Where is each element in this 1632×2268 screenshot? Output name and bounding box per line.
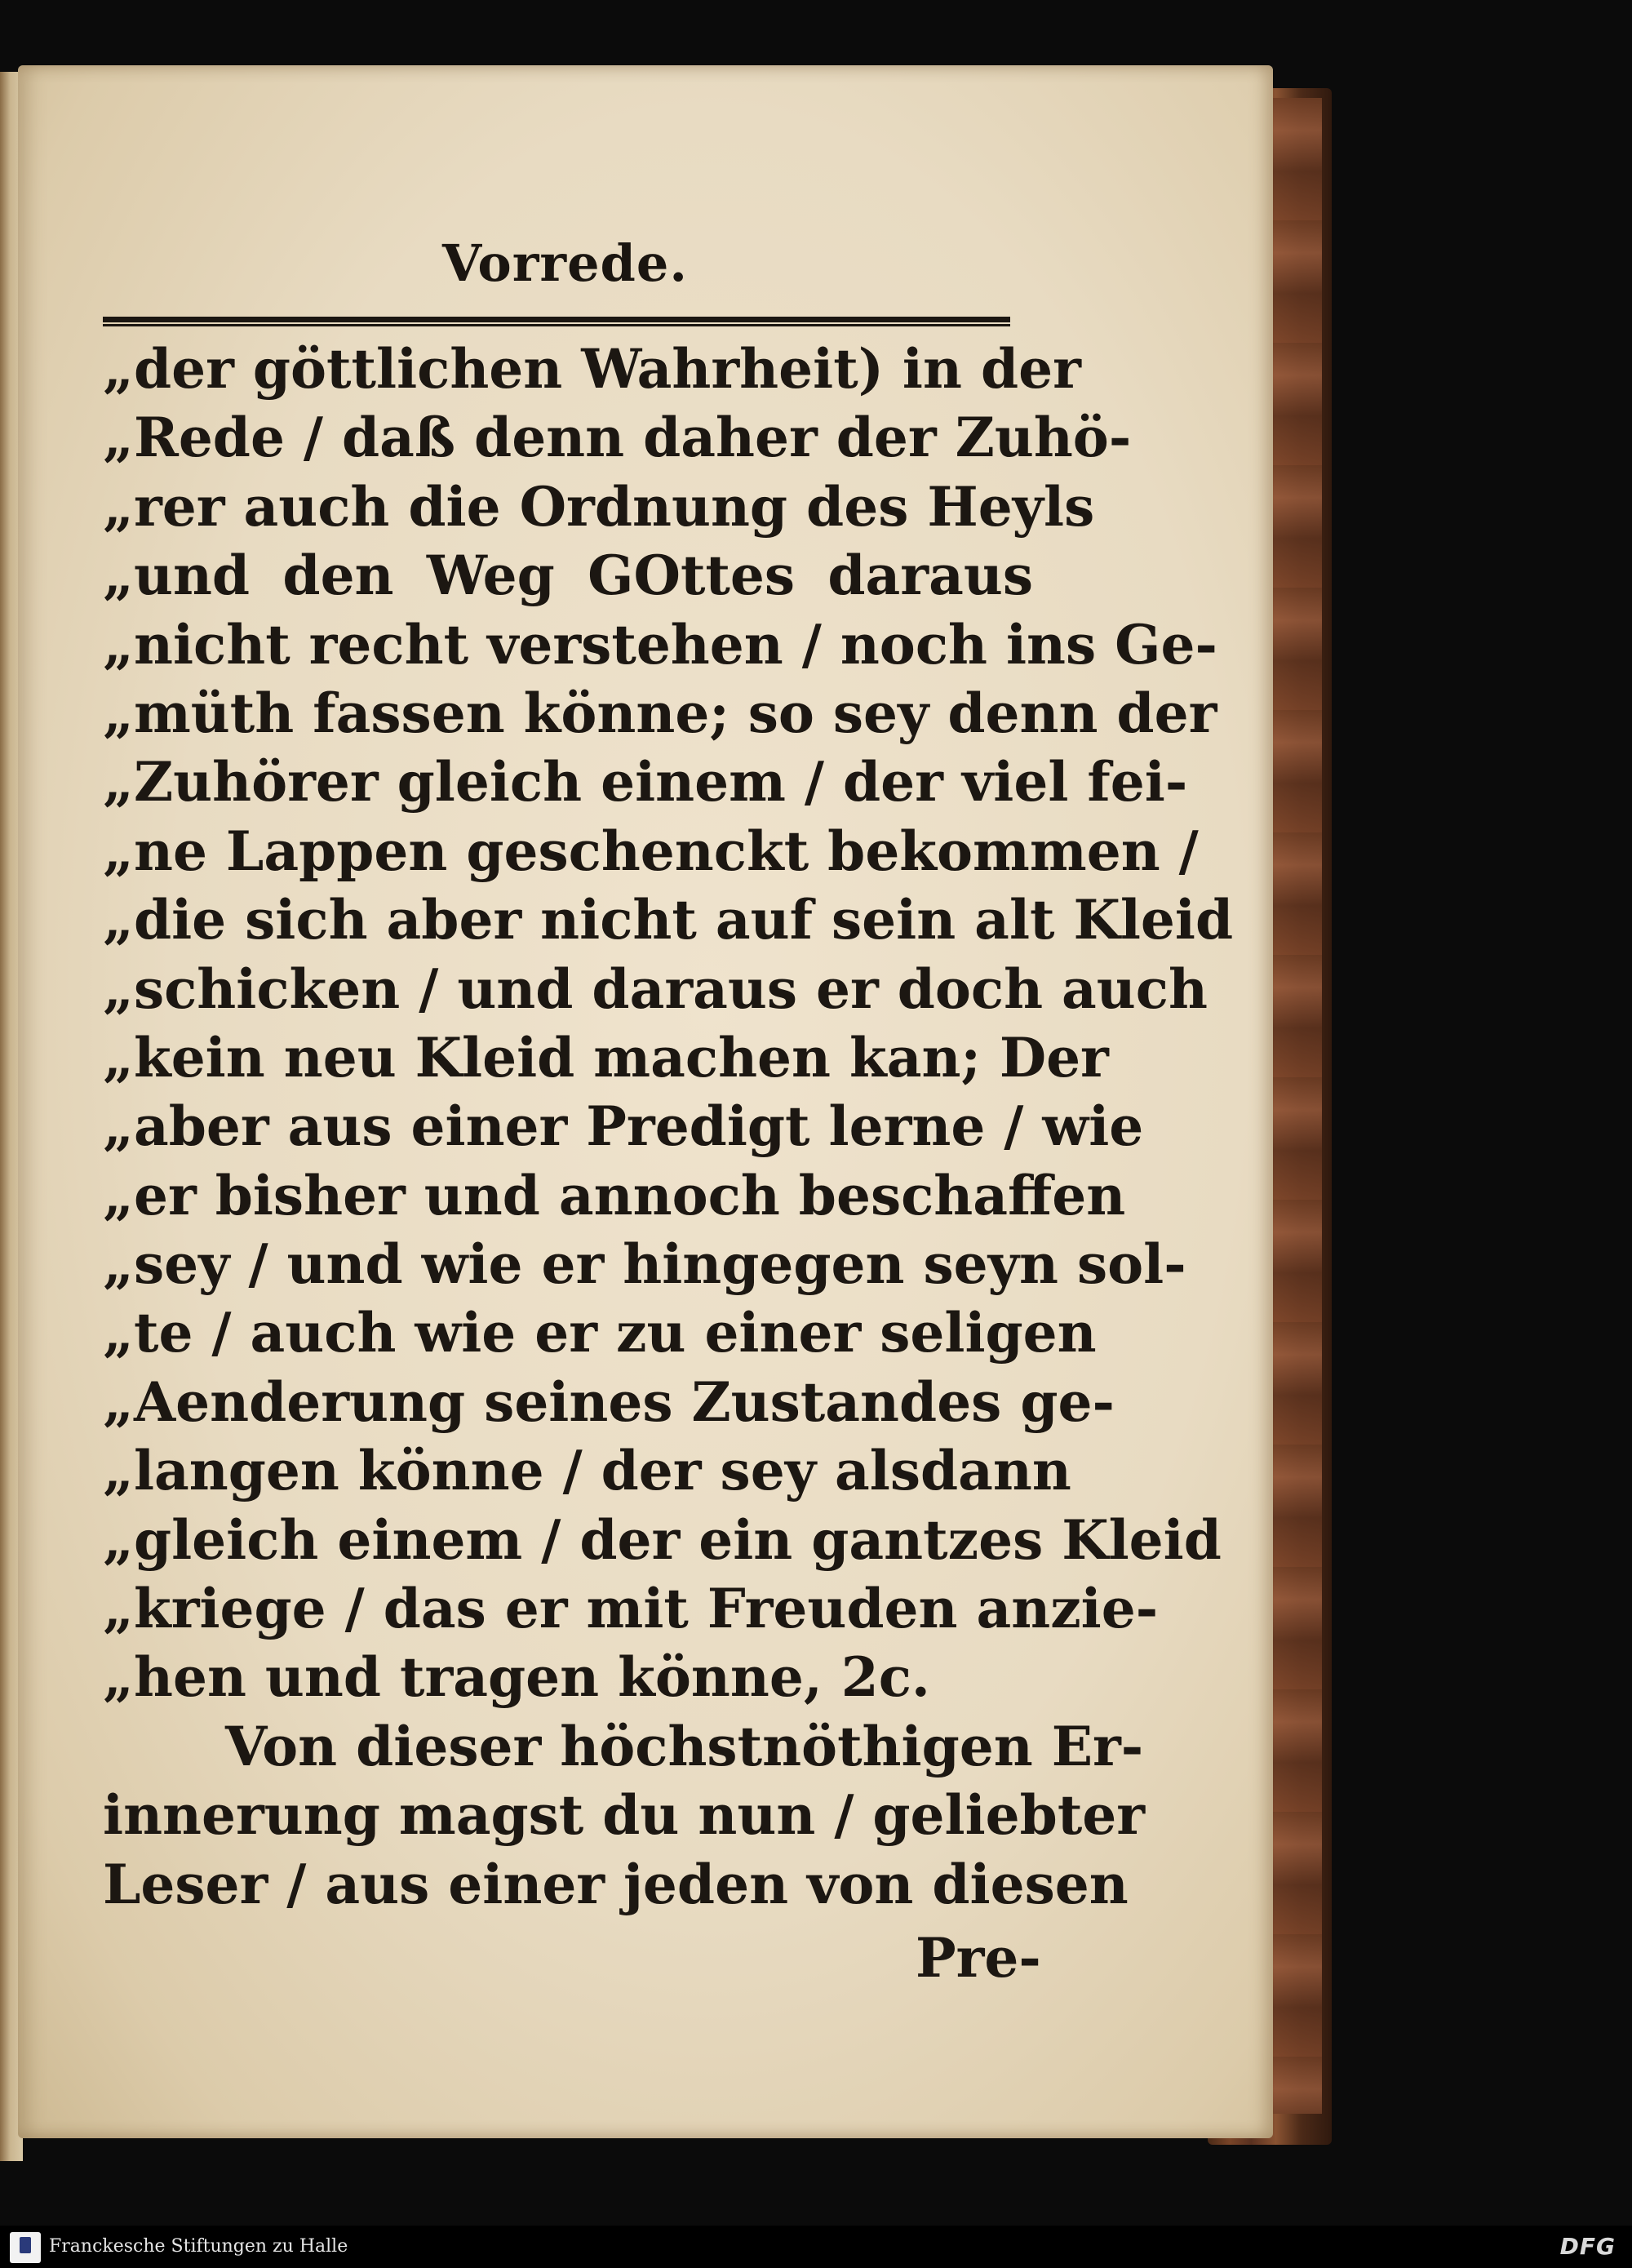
- text-line: „die sich aber nicht auf sein alt Kleid: [103, 888, 1234, 952]
- text-line: „nicht recht verstehen / noch ins Ge-: [103, 612, 1217, 677]
- running-head: Vorrede.: [442, 233, 688, 293]
- text-line: „gleich einem / der ein gantzes Kleid: [103, 1507, 1222, 1572]
- text-line: innerung magst du nun / geliebter: [103, 1783, 1146, 1848]
- text-line: „sey / und wie er hingegen seyn sol-: [103, 1232, 1186, 1297]
- institution-logo-icon: [10, 2232, 41, 2263]
- text-line: „schicken / und daraus er doch auch: [103, 956, 1208, 1021]
- footer-bar: [0, 2226, 1632, 2268]
- header-rule: [103, 317, 1010, 326]
- text-line: „er bisher und annoch beschaffen: [103, 1163, 1126, 1227]
- book-spine-texture: [1273, 98, 1322, 2114]
- footer-institution: Franckesche Stiftungen zu Halle: [49, 2236, 348, 2257]
- text-line: „rer auch die Ordnung des Heyls: [103, 474, 1095, 539]
- text-line: „kein neu Kleid machen kan; Der: [103, 1025, 1109, 1090]
- text-line: „der göttlichen Wahrheit) in der: [103, 337, 1081, 401]
- text-line: „Rede / daß denn daher der Zuhö-: [103, 406, 1132, 470]
- text-line: „und den Weg GOttes daraus: [103, 544, 1033, 608]
- catchword: Pre-: [916, 1926, 1041, 1990]
- text-line: Leser / aus einer jeden von diesen: [103, 1852, 1129, 1916]
- dfg-logo: DFG: [1559, 2233, 1616, 2260]
- text-line: „kriege / das er mit Freuden anzie-: [103, 1577, 1159, 1641]
- book-page: [18, 65, 1273, 2138]
- text-line: „langen könne / der sey alsdann: [103, 1439, 1071, 1503]
- text-line: „aber aus einer Predigt lerne / wie: [103, 1094, 1144, 1159]
- text-line: „ne Lappen geschenckt bekommen /: [103, 819, 1199, 883]
- text-line: Von dieser höchstnöthigen Er-: [225, 1714, 1144, 1778]
- text-line: „müth fassen könne; so sey denn der: [103, 681, 1217, 745]
- text-line: „Aenderung seines Zustandes ge-: [103, 1369, 1115, 1434]
- text-line: „te / auch wie er zu einer seligen: [103, 1301, 1097, 1365]
- body-text: [103, 335, 1234, 1919]
- text-line: „Zuhörer gleich einem / der viel fei-: [103, 750, 1188, 814]
- text-line: „hen und tragen könne, 2c.: [103, 1645, 930, 1710]
